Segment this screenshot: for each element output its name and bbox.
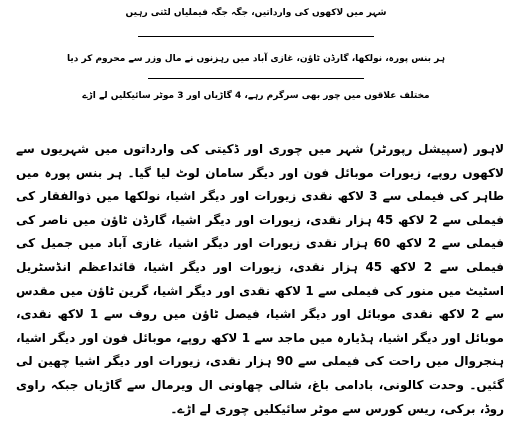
article-body: لاہور (سپیشل رپورٹر) شہر میں چوری اور ڈکیتی کی وارداتوں میں شہریوں سے لاکھوں روپے، زیورات موبائل فون اور دیگر سامان لوٹ لیا گیا۔ ہر بنس پورہ میں طاہر کی فیملی سے 3 لاکھ نقدی زیورات اور دیگر اشیا، نولکھا میں ذوالفقار کی فیملی سے 2 لاکھ 45 ہزار نقدی، زیورات اور دیگر اشیا، گارڈن ٹاؤن میں ناصر کی فیملی سے 2 لاکھ 60 ہزار نقدی زیورات اور دیگر اشیا، غازی آباد میں جمیل کی فیملی سے 2 لاکھ 45 ہزار نقدی، زیورات اور دیگر اشیا، قائداعظم انڈسٹریل اسٹیٹ میں منور کی فیملی سے 1 لاکھ نقدی اور دیگر اشیا، گرین ٹاؤن میں مقدس سے 2 لاکھ نقدی موبائل اور دیگر اشیا، فیصل ٹاؤن میں روف سے 1 لاکھ نقدی، موبائل اور دیگر اشیا، ہڈیارہ میں ماجد سے 1 لاکھ روپے، موبائل فون اور دیگر اشیا، ہنجروال میں راحت کی فیملی سے 90 ہزار نقدی، زیورات اور دیگر اشیا چھین لی گئیں۔ وحدت کالونی، بادامی باغ، شالی چھاونی ال ویرمال سے گاڑیاں جبکہ راوی روڈ، برکی، ریس کورس سے موٹر سائیکلیں چوری لے اڑے۔ <box>16 142 505 416</box>
headline-divider <box>148 78 364 79</box>
headline-primary: شہر میں لاکھوں کی وارداتیں، جگہ جگہ فیملیاں لٹتی رہیں <box>125 8 387 18</box>
headline-tertiary: مختلف علاقوں میں چور بھی سرگرم رہے، 4 گاڑیاں اور 3 موٹر سائیکلیں لے اڑے <box>82 91 430 101</box>
headline-secondary: ہر بنس پورہ، نولکھا، گارڈن ٹاؤن، غازی آباد میں رہزنوں نے مال وزر سے محروم کر دیا <box>66 54 446 64</box>
headline-divider <box>138 36 374 37</box>
